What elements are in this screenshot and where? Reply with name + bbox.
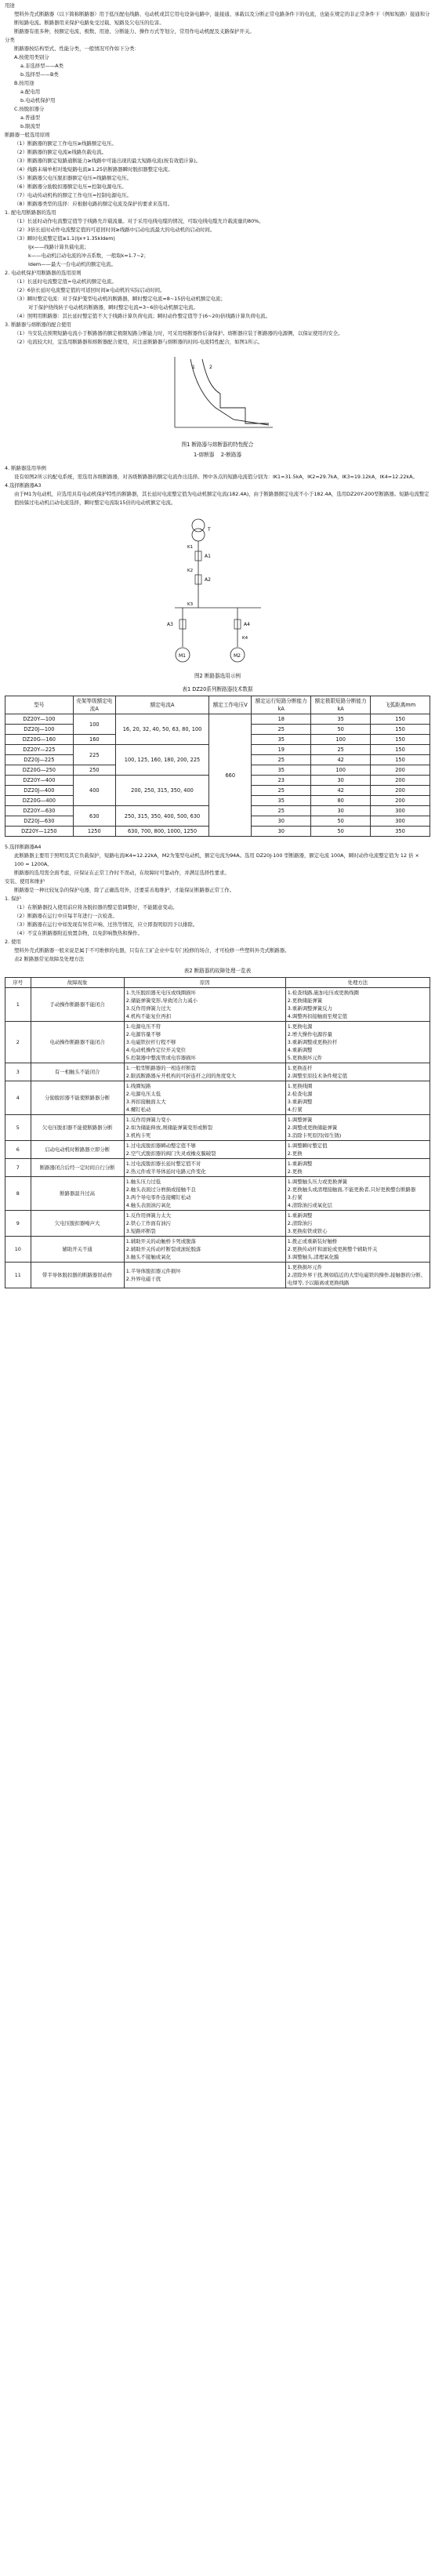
intro-heading: 用途 [5, 2, 15, 9]
table2-cell: 1.拨正或重新装好触桥 2.更换传动杆和滚轮或更换整个辅助开关 3.调整触头,清理氧化膜 [285, 1237, 430, 1263]
table2-cell: 5 [5, 1115, 31, 1141]
table2-cell: 1.失压脱扣器无电压或线圈损坏 2.储能弹簧变形,导致闭合力减小 3.反作用弹簧力过大 4.机构不能复位再扣 [124, 988, 285, 1022]
table-row [5, 1263, 430, 1288]
install-line: 塑料外壳式断路器一般来说是属于不可维修的电器，只有在工矿企业中有专门检修的场合，才可检修一些塑料外壳式断路器。 [14, 947, 290, 954]
table1-cell: 250 [73, 765, 115, 776]
table2-header: 原因 [124, 978, 285, 988]
table2-cell: 1.调整瞬时整定值 2.更换 [285, 1141, 430, 1159]
table1-cell: 100 [73, 714, 115, 735]
table1-cell: 25 [252, 786, 311, 796]
table1-header: 额定电流A [115, 696, 208, 714]
table1-cell: 30 [311, 806, 371, 816]
svg-text:2: 2 [208, 365, 212, 370]
install-intro: 断路器是一种比较复杂的保护电器，除了正确选用外，还要妥善地维护，才能保证断路器正常工作。 [14, 887, 235, 893]
table1-cell: DZ20G—160 [5, 735, 74, 745]
table2-cell: 1.重新调整 2.更换 [285, 1159, 430, 1177]
table1-cell: 18 [252, 714, 311, 725]
table2-cell: 3 [5, 1063, 31, 1081]
install-sub-1: 1. 保护 [5, 896, 21, 902]
sub2-line: （3）瞬时整定电流：对于保护笼型电动机的断路器，瞬时整定电流=8~15倍电动机额定电流； [14, 296, 226, 302]
table2-cell: 1.线圈短路 2.电源电压太低 3.再扣接触面太大 4.螺钉松动 [124, 1081, 285, 1115]
table1-header: 型号 [5, 696, 74, 714]
table2-header: 处理方法 [285, 978, 430, 988]
figure-2 [5, 514, 430, 681]
table2-cell: 1.更换电源 2.增大操作电源容量 3.重新调整或更换拉杆 4.重新调整 5.更换损坏元件 [285, 1022, 430, 1063]
table1-cell: 150 [371, 714, 430, 725]
classification-line: b.限流型 [20, 123, 41, 129]
table2-cell: 启动电动机时断路器立即分断 [31, 1141, 124, 1159]
sub2-line: 对于保护绕线转子电动机的断路器，瞬时整定电流=3~6倍电动机额定电流。 [28, 304, 198, 311]
fig2-label: A1 [204, 554, 211, 559]
table1-cell: 160 [73, 735, 115, 745]
table1-cell: 150 [371, 725, 430, 735]
table2-cell: 电动操作断路器不能闭合 [31, 1022, 124, 1063]
table-row [5, 988, 430, 1022]
table2-cell: 断路器温升过高 [31, 1177, 124, 1211]
table2-cell: 辅助开关不通 [31, 1237, 124, 1263]
table1-cell: 225 [73, 745, 115, 765]
sub3-heading: 3. 断路器与熔断器的配合使用 [5, 322, 71, 328]
table1-cell: 30 [252, 827, 311, 837]
table-row [5, 714, 430, 725]
table1-cell: 42 [311, 755, 371, 765]
table1-header-row [5, 696, 430, 714]
table-row [5, 1211, 430, 1237]
table2-cell: 9 [5, 1211, 31, 1237]
intro-para-2: 断路器有很多种，按额定电流、极数、用途、分断能力、操作方式等划分，常用作电动机配及支路保护开关。 [14, 28, 255, 35]
table1-cell: DZ20G—250 [5, 765, 74, 776]
select-a4-heading: 5.选择断路器A4 [5, 844, 42, 850]
table-row [5, 1177, 430, 1211]
table-row [5, 1159, 430, 1177]
table1-cell: DZ20Y—100 [5, 714, 74, 725]
table2 [5, 977, 430, 1288]
table1-cell: DZ20J—630 [5, 816, 74, 827]
fig1-characteristic-curves [159, 353, 277, 439]
table1-cell: 400 [73, 776, 115, 806]
table1-cell: 100 [311, 735, 371, 745]
table2-cell: 10 [5, 1237, 31, 1263]
sub3-line: （2）电流较大时，宜选用断路器和熔断器配合使用，应注意断路器与熔断器的时间-电流特性配合，如图1所示。 [14, 339, 263, 345]
table2-cell: 1.检查线路,施加电压或更换线圈 2.更换储能弹簧 3.重新调整弹簧反力 4.调整再扣接触面至规定值 [285, 988, 430, 1022]
table2-cell: 手动操作断路器不能闭合 [31, 988, 124, 1022]
table2-title: 表2 断路器的故障处理一览表 [183, 968, 252, 974]
table2-header: 故障现象 [31, 978, 124, 988]
table2-cell: 欠电压脱扣器噪声大 [31, 1211, 124, 1237]
fig2-label: M2 [233, 653, 241, 659]
table2-cell: 断路器闭合后经一定时间自行分断 [31, 1159, 124, 1177]
classification-line: A.按使用类别分 [14, 54, 49, 60]
table2-cell: 1.过电流脱扣器瞬动整定值不够 2.空气式脱扣器的阀门失灵或橡皮膜破裂 [124, 1141, 285, 1159]
table-row [5, 1063, 430, 1081]
table-row [5, 1081, 430, 1115]
table1-cell: 300 [371, 806, 430, 816]
table1-cell: 25 [252, 806, 311, 816]
example-para: 设有如图2所示的配电系统，需选用各级断路器，对各级断路器的额定电流作出选择。图中各点的短路电流值分别为：IK1=31.5kA，IK2=29.7kA，IK3=19.12kA，IK4=12.22kA。 [14, 474, 418, 480]
table1-cell: 100 [311, 765, 371, 776]
table1-cell: 25 [311, 745, 371, 755]
table2-cell: 1.辅助开关的动触桥卡死或脱落 2.辅助开关传动杆断裂或滚轮脱落 3.触头不接触或氧化 [124, 1237, 285, 1263]
fig2-caption: 图2 断路器选用示例 [194, 673, 241, 679]
example-sub-heading: 4.选择断路器A3 [5, 482, 42, 489]
table2-header-row [5, 978, 430, 988]
table2-cell: 1.半导体脱扣器元件损坏 2.外界电磁干扰 [124, 1263, 285, 1288]
example-heading: 4. 断路器选用举例 [5, 465, 46, 471]
table2-cell: 1.更换连杆 2.调整至原技术条件规定值 [285, 1063, 430, 1081]
figure-1 [5, 353, 430, 460]
selection-rules [5, 140, 430, 209]
table1-cell: DZ20J—100 [5, 725, 74, 735]
classification-line: C.按脱扣器分 [14, 106, 45, 112]
classification-line: a.配电用 [20, 89, 41, 95]
table1 [5, 696, 430, 837]
sub1-line: （1）长延时动作电流整定值等于线路允许载流量。对于采用电线电缆的情况，可取电线电缆允许载流量的80%。 [14, 218, 264, 224]
table1-cell: 35 [252, 765, 311, 776]
fig1-legend-item: 1-熔断器 [193, 452, 215, 458]
table2-cell: 1.过电流脱扣器长延时整定值不对 2.热元件或半导体延时电路元件变化 [124, 1159, 285, 1177]
fig2-label: A2 [204, 577, 211, 583]
install-line: （2）断路器在运行中应每半年进行一次检查。 [14, 913, 118, 919]
fig2-distribution-diagram [159, 514, 277, 670]
table2-cell: 1.反作用弹簧力太大 2.铁心工作面有油污 3.短路环断裂 [124, 1211, 285, 1237]
selection-line: （1）断路器的额定工作电压≥线路额定电压。 [14, 140, 117, 147]
fig2-label: K1 [187, 545, 193, 550]
sub1-line: Idem——最大一台电动机的额定电流。 [28, 261, 116, 267]
table1-voltage-cell: 660 [209, 714, 252, 837]
sub2-line: （4）照明用断路器：其长延时整定值不大于线路计算负荷电流；瞬时动作整定值等于(6~20)倍线路计算负荷电流。 [14, 313, 270, 319]
install-line: 表2 断路器常见故障及处理方法 [14, 956, 85, 962]
sub1-line: k——电动机启动电流的冲击系数，一般取k=1.7~2； [28, 253, 149, 259]
fig2-label: A4 [243, 622, 250, 627]
install-sub-2: 2. 使用 [5, 939, 21, 945]
table1-cell: 50 [311, 827, 371, 837]
table2-cell: 带半导体脱扣器的断路器误动作 [31, 1263, 124, 1288]
table1-cell: 25 [252, 725, 311, 735]
table1-cell: 200 [371, 796, 430, 806]
selection-line: （8）断路器类型的选择：应根据电路的额定电流及保护的要求来选用。 [14, 201, 173, 207]
classification-line: b.电动机保护用 [20, 97, 56, 104]
table1-header: 壳架等级额定电流A [73, 696, 115, 714]
sub1-line: （2）3倍长延时动作电流整定值的可返回时间≥线路中启动电流最大的电动机的启动时间。 [14, 227, 216, 233]
classification-list [5, 45, 430, 131]
table-row [5, 1115, 430, 1141]
selection-line: （5）断路器欠电压脱扣器额定电压=线路额定电压。 [14, 175, 132, 181]
select-a4-para-2: 断路器的选用需全面考虑，应保证在正常工作时不误动，在故障时可靠动作，并满足选择性要求。 [14, 870, 230, 876]
table1-cell: 630, 700, 800, 1000, 1250 [115, 827, 208, 837]
table2-cell: 1.电源电压不符 2.电源容量不够 3.电磁铁拉杆行程不够 4.电动机操作定位开关变位 5.控制器中整流管或电容器损坏 [124, 1022, 285, 1063]
table2-cell: 有一相触头不能闭合 [31, 1063, 124, 1081]
install-line: （4）不宜在断路器附近放置杂物，以免影响散热和操作。 [14, 930, 143, 936]
selection-line: （7）电动传动机构的额定工作电压=控制电源电压。 [14, 192, 132, 198]
selection-line: （3）断路器的额定短路通断能力≥线路中可能出现的最大短路电流(按有效值计算)。 [14, 158, 201, 164]
table1-cell: 200 [371, 765, 430, 776]
table1-header: 飞弧距离mm [371, 696, 430, 714]
table2-cell: 4 [5, 1081, 31, 1115]
table2-cell: 1 [5, 988, 31, 1022]
table-row [5, 1022, 430, 1063]
table1-cell: 300 [371, 816, 430, 827]
table1-cell: 630 [73, 806, 115, 827]
table1-cell: 35 [252, 796, 311, 806]
table-row [5, 1141, 430, 1159]
table1-cell: 35 [311, 714, 371, 725]
table2-cell: 分励脱扣器不能使断路器分断 [31, 1081, 124, 1115]
install-line: （1）在断路器投入使用前应将各脱扣器的整定值调整好，不能随意变动。 [14, 904, 178, 910]
table2-cell: 1.触头压力过低 2.触头表面过分磨损或接触不良 3.两个导电零件连接螺钉松动 4.触头表面油污氧化 [124, 1177, 285, 1211]
table1-cell: 19 [252, 745, 311, 755]
table1-header: 额定工作电压V [209, 696, 252, 714]
intro-para-1: 塑料外壳式断路器（以下简称断路器）用于低压配电线路、电动机或其它用电设备电路中，能接通、承载以及分断正常电路条件下的电流，也能在规定的非正常条件下（例如短路）接通和分断短路电流。断路器用来保护电路免受过载、短路及欠电压的危害。 [14, 11, 430, 26]
table1-cell: DZ20Y—400 [5, 776, 74, 786]
classification-line: B.按用途 [14, 80, 34, 86]
table1-cell: 350 [371, 827, 430, 837]
fig2-label: M1 [178, 653, 186, 659]
table2-cell: 欠电压脱扣器不能使断路器分断 [31, 1115, 124, 1141]
example-sub-para: 由于M1为电动机，应选用具有电动机保护特性的断路器，其长延时电流整定值为电动机额定电流(182.4A)，由于断路器额定电流不小于182.4A，选用DZ20Y-200型断路器。短路电流整定值按躲过电动机启动电流选择，瞬时整定电流取15倍的电动机额定电流。 [14, 491, 430, 506]
classification-line: a.非选择型——A类 [20, 63, 64, 69]
sub2-line: （2）6倍长延时电流整定值的可返回时间≥电动机的实际启动时间。 [14, 287, 165, 293]
table1-cell: DZ20G—400 [5, 796, 74, 806]
table1-cell: 200 [371, 786, 430, 796]
table2-cell: 1.重新调整 2.清除油污 3.更换衔铁或铁心 [285, 1211, 430, 1237]
table1-cell: 16, 20, 32, 40, 50, 63, 80, 100 [115, 714, 208, 745]
table1-cell: 200, 250, 315, 350, 400 [115, 776, 208, 806]
table1-cell: 150 [371, 755, 430, 765]
selection-line: （2）断路器的额定电流≥线路负载电流。 [14, 149, 107, 155]
table1-cell: 150 [371, 735, 430, 745]
sub1-heading: 1. 配电用断路器的选用 [5, 209, 56, 216]
table2-cell: 1.反作用弹簧力变小 2.如为储能释放,则储能弹簧变形或断裂 3.机构卡死 [124, 1115, 285, 1141]
table1-cell: 30 [311, 776, 371, 786]
sub2-heading: 2. 电动机保护用断路器的选用原则 [5, 270, 82, 276]
table1-cell: 42 [311, 786, 371, 796]
table2-cell: 8 [5, 1177, 31, 1211]
table1-header: 额定极限短路分断能力kA [311, 696, 371, 714]
table2-cell: 7 [5, 1159, 31, 1177]
table2-cell: 1.调整弹簧 2.调整或更换储能弹簧 3.消除卡死原因(如生锈) [285, 1115, 430, 1141]
table1-cell: 35 [252, 735, 311, 745]
selection-line: （4）线路末端单相对地短路电流≥1.25倍断路器瞬时脱扣器整定电流。 [14, 166, 173, 173]
classification-line: 断路器按结构型式、性能分类，一般情况可作如下分类： [14, 45, 140, 52]
classification-line: a.普通型 [20, 114, 41, 121]
fig2-label: K3 [187, 602, 193, 607]
fig2-label: T [207, 527, 211, 532]
fig2-label: A3 [166, 622, 173, 627]
table1-cell: DZ20Y—630 [5, 806, 74, 816]
fig1-legend [159, 451, 277, 460]
table2-cell: 11 [5, 1263, 31, 1288]
table1-cell: 23 [252, 776, 311, 786]
install-heading: 安装、使用和维护 [5, 878, 45, 885]
table2-cell: 1.更换线圈 2.检查电源 3.重新调整 4.拧紧 [285, 1081, 430, 1115]
fig2-label: K2 [187, 569, 193, 573]
sub1-line: Ijx——线路计算负载电流； [28, 244, 89, 250]
table1-cell: 25 [252, 755, 311, 765]
table1-cell: 1250 [73, 827, 115, 837]
table1-title: 表1 DZ20系列断路器技术数据 [182, 686, 253, 692]
table1-cell: 80 [311, 796, 371, 806]
table1-cell: 200 [371, 776, 430, 786]
sub1-line: （3）瞬时电流整定值≥1.1(Ijx+1.35kIdem) [14, 235, 115, 242]
selection-heading: 断路器一般选用原则 [5, 132, 50, 138]
table1-header: 额定运行短路分断能力kA [252, 696, 311, 714]
classification-heading: 分类 [5, 37, 15, 43]
install-line: （3）断路器在运行中如发现有异常声响、过热等情况，应立即查明原因予以排除。 [14, 921, 198, 928]
table2-cell: 6 [5, 1141, 31, 1159]
table2-cell: 1.更换损坏元件 2.清除外界干扰,例如临近的大型电磁铁的操作,接触器的分断、电焊等,予以隔离或更换线路 [285, 1263, 430, 1288]
table1-cell: 150 [371, 745, 430, 755]
select-a4-para: 此断路器主要用于照明及其它负载保护，短路电流IK4=12.22kA，M2为笼型电动机，额定电流为94A。选用 DZ20J-100 型断路器，额定电流 100A，瞬时动作电流整定值为 12 倍 × 100 = 1200A。 [14, 852, 419, 867]
table1-cell: 50 [311, 725, 371, 735]
table2-cell: 1.一般型断路器的一相连杆断裂 2.限流断路器斥开机构的可折连杆之间的角度变大 [124, 1063, 285, 1081]
table1-cell: 30 [252, 816, 311, 827]
table2-cell: 1.调整触头压力或更换弹簧 2.更换触头或清理接触面,不能更换者,只好更换整台断路器 3.拧紧 4.清除油污或氧化层 [285, 1177, 430, 1211]
table1-cell: DZ20Y—1250 [5, 827, 74, 837]
classification-line: b.选择型——B类 [20, 71, 59, 78]
fig2-label: K4 [241, 636, 248, 641]
table2-cell: 2 [5, 1022, 31, 1063]
table1-cell: 50 [311, 816, 371, 827]
table-row [5, 1237, 430, 1263]
table1-cell: DZ20J—400 [5, 786, 74, 796]
table2-header: 序号 [5, 978, 31, 988]
fig1-caption: 图1 断路器与熔断器的特性配合 [181, 441, 254, 448]
selection-line: （6）断路器分励脱扣器额定电压=控制电源电压。 [14, 183, 127, 190]
svg-text:1: 1 [191, 365, 195, 370]
table1-cell: DZ20Y—225 [5, 745, 74, 755]
fig1-legend-item: 2-断路器 [220, 452, 242, 458]
table1-cell: 250, 315, 350, 400, 500, 630 [115, 806, 208, 827]
table1-cell: 100, 125, 160, 180, 200, 225 [115, 745, 208, 776]
table1-cell: DZ20J—225 [5, 755, 74, 765]
sub2-line: （1）长延时电流整定值=电动机的额定电流。 [14, 278, 117, 285]
sub3-line: （1）当安装点预期短路电流小于断路器的额定极限短路分断能力时，可采用熔断器作后备保护。熔断器应装于断路器的电源侧，以保证使用的安全。 [14, 330, 343, 336]
